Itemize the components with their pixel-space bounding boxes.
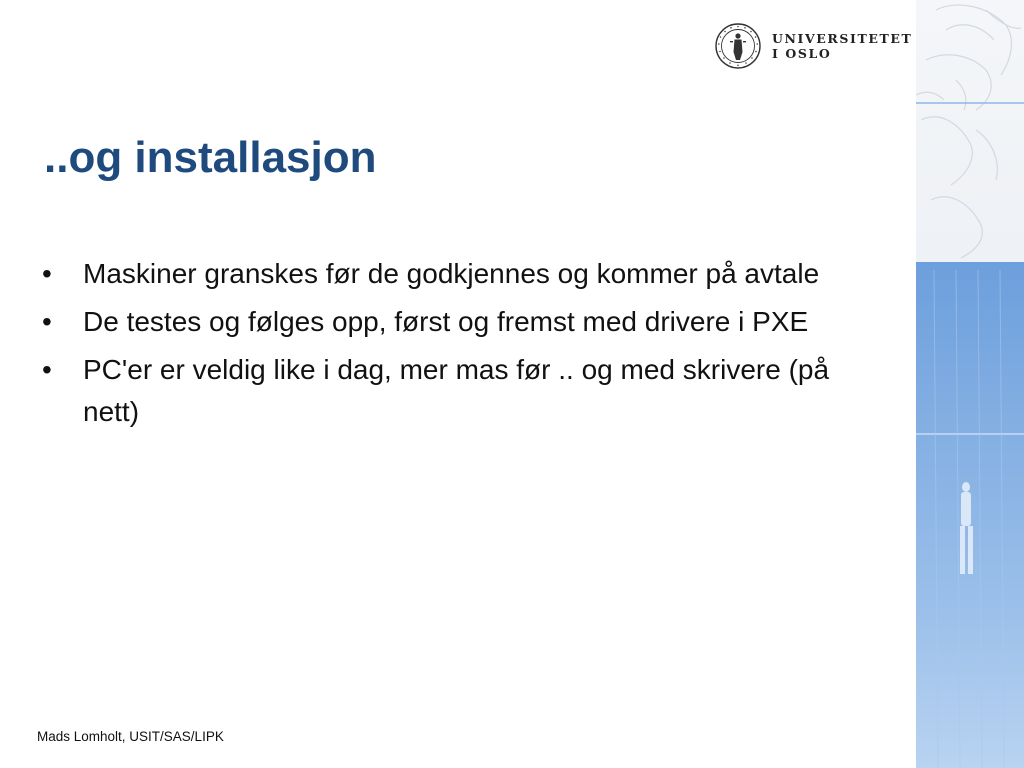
university-seal-icon [714,22,762,70]
bullet-item [40,253,890,295]
university-wordmark [772,31,912,61]
bullet-text: De testes og følges opp, først og fremst med drivere i PXE [83,306,809,337]
bullet-text: PC'er er veldig like i dag, mer mas før .. og med skrivere (på nett) [83,354,830,427]
footer-author: Mads Lomholt, USIT/SAS/LIPK [37,729,224,744]
bullet-list [40,253,890,439]
statue-sketch-icon [916,0,1024,768]
bullet-dot-icon: • [42,306,52,337]
wordmark-line-2: I OSLO [772,46,832,61]
bullet-text: Maskiner granskes før de godkjennes og kommer på avtale [83,258,820,289]
decorative-side-image [916,0,1024,768]
bullet-dot-icon: • [42,354,52,385]
bullet-dot-icon: • [42,258,52,289]
wordmark-line-1: UNIVERSITETET [772,31,913,46]
bullet-item [40,301,890,343]
bullet-item [40,349,890,433]
university-logo [714,22,913,70]
slide-title: ..og installasjon [44,133,377,182]
